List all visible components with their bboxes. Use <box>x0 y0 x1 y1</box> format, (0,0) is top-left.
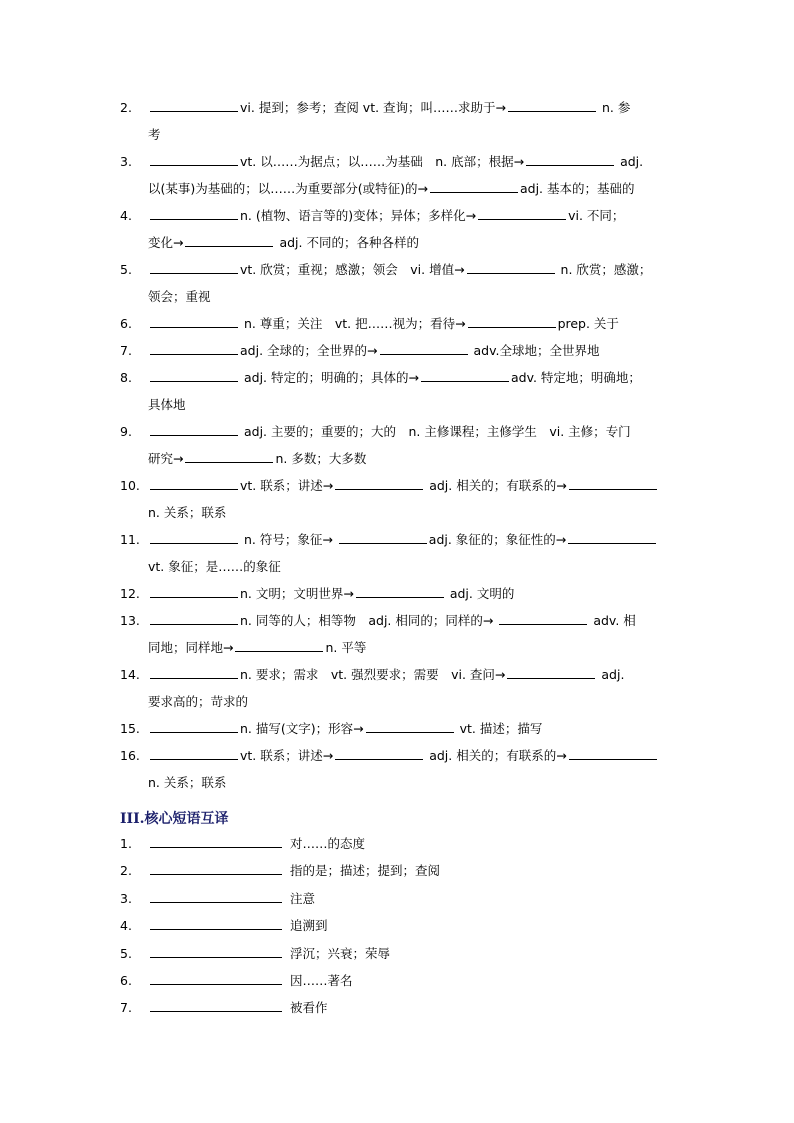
item-number: 7. <box>120 343 132 358</box>
answer-blank[interactable] <box>150 846 282 848</box>
answer-blank[interactable] <box>335 758 423 760</box>
list-item: 8. adj. 特定的；明确的；具体的→ adv. 特定地；明确地； 具体地 <box>120 364 680 418</box>
answer-blank[interactable] <box>185 245 273 247</box>
list-item: 14. n. 要求；需求 vt. 强烈要求；需要 vi. 查问→ adj. 要求高的；苛求的 <box>120 661 680 715</box>
item-number: 10. <box>120 478 140 493</box>
answer-blank[interactable] <box>421 380 509 382</box>
list-item: 2. 指的是；描述；提到；查阅 <box>120 863 441 879</box>
answer-blank[interactable] <box>356 596 444 598</box>
item-number: 3. <box>120 154 132 169</box>
list-item: 16. vt. 联系；讲述→ adj. 相关的；有联系的→ n. 关系；联系 <box>120 742 680 796</box>
item-number: 14. <box>120 667 140 682</box>
answer-blank[interactable] <box>150 164 238 166</box>
list-item: 4. 追溯到 <box>120 918 328 934</box>
answer-blank[interactable] <box>150 110 238 112</box>
answer-blank[interactable] <box>185 461 273 463</box>
list-item: 1. 对……的态度 <box>120 836 366 851</box>
list-item: 6. 因……著名 <box>120 973 353 989</box>
list-item: 10. vt. 联系；讲述→ adj. 相关的；有联系的→ n. 关系；联系 <box>120 472 680 526</box>
answer-blank[interactable] <box>339 542 427 544</box>
answer-blank[interactable] <box>150 218 238 220</box>
answer-blank[interactable] <box>467 272 555 274</box>
item-number: 11. <box>120 532 140 547</box>
list-item: 7. 被看作 <box>120 1000 328 1016</box>
answer-blank[interactable] <box>150 623 238 625</box>
answer-blank[interactable] <box>150 380 238 382</box>
answer-blank[interactable] <box>235 650 323 652</box>
vocabulary-list <box>120 94 680 796</box>
answer-blank[interactable] <box>366 731 454 733</box>
answer-blank[interactable] <box>430 191 518 193</box>
list-item: 5. 浮沉；兴衰；荣辱 <box>120 945 391 961</box>
answer-blank[interactable] <box>569 488 657 490</box>
item-number: 4. <box>120 208 132 223</box>
answer-blank[interactable] <box>150 983 282 985</box>
list-item: 11. n. 符号；象征→ adj. 象征的；象征性的→ vt. 象征；是……的象征 <box>120 526 680 580</box>
item-number: 5. <box>120 262 132 277</box>
list-item: 13. n. 同等的人；相等物 adj. 相同的；同样的→ adv. 相 同地；同样地→ n. 平等 <box>120 607 680 661</box>
answer-blank[interactable] <box>150 1010 282 1012</box>
list-item: 9. adj. 主要的；重要的；大的 n. 主修课程；主修学生 vi. 主修；专门 研究→ n. 多数；大多数 <box>120 418 680 472</box>
item-number: 13. <box>120 613 140 628</box>
answer-blank[interactable] <box>569 758 657 760</box>
item-number: 15. <box>120 721 140 736</box>
answer-blank[interactable] <box>499 623 587 625</box>
answer-blank[interactable] <box>150 488 238 490</box>
answer-blank[interactable] <box>380 353 468 355</box>
answer-blank[interactable] <box>507 677 595 679</box>
answer-blank[interactable] <box>150 677 238 679</box>
answer-blank[interactable] <box>150 873 282 875</box>
answer-blank[interactable] <box>150 434 238 436</box>
item-number: 9. <box>120 424 132 439</box>
answer-blank[interactable] <box>150 956 282 958</box>
section-title: III.核心短语互译 <box>120 811 229 827</box>
answer-blank[interactable] <box>150 758 238 760</box>
answer-blank[interactable] <box>335 488 423 490</box>
phrase-list <box>120 830 680 1022</box>
list-item: 3. 注意 <box>120 890 316 906</box>
answer-blank[interactable] <box>526 164 614 166</box>
answer-blank[interactable] <box>568 542 656 544</box>
list-item: 5. vt. 欣赏；重视；感激；领会 vi. 增值→ n. 欣赏；感激； 领会；重视 <box>120 256 680 310</box>
list-item: 7. adj. 全球的；全世界的→ adv.全球地；全世界地 <box>120 337 680 364</box>
list-item: 2. vi. 提到；参考；查阅 vt. 查询；叫……求助于→ n. 参 考 <box>120 94 680 148</box>
list-item: 12. n. 文明；文明世界→ adj. 文明的 <box>120 580 680 607</box>
answer-blank[interactable] <box>150 272 238 274</box>
item-number: 2. <box>120 100 132 115</box>
item-number: 8. <box>120 370 132 385</box>
answer-blank[interactable] <box>150 901 282 903</box>
answer-blank[interactable] <box>478 218 566 220</box>
item-number: 12. <box>120 586 140 601</box>
answer-blank[interactable] <box>150 542 238 544</box>
answer-blank[interactable] <box>150 596 238 598</box>
answer-blank[interactable] <box>508 110 596 112</box>
answer-blank[interactable] <box>150 928 282 930</box>
list-item: 15. n. 描写(文字)；形容→ vt. 描述；描写 <box>120 715 680 742</box>
list-item: 3. vt. 以……为据点；以……为基础 n. 底部；根据→ adj. 以(某事)为基础的；以……为重要部分(或特征)的→ adj. 基本的；基础的 <box>120 148 680 202</box>
list-item: 6. n. 尊重；关注 vt. 把……视为；看待→ prep. 关于 <box>120 310 680 337</box>
item-number: 6. <box>120 316 132 331</box>
answer-blank[interactable] <box>150 731 238 733</box>
answer-blank[interactable] <box>468 326 556 328</box>
list-item: 4. n. (植物、语言等的)变体；异体；多样化→ vi. 不同； 变化→ adj. 不同的；各种各样的 <box>120 202 680 256</box>
item-number: 16. <box>120 748 140 763</box>
answer-blank[interactable] <box>150 326 238 328</box>
answer-blank[interactable] <box>150 353 238 355</box>
